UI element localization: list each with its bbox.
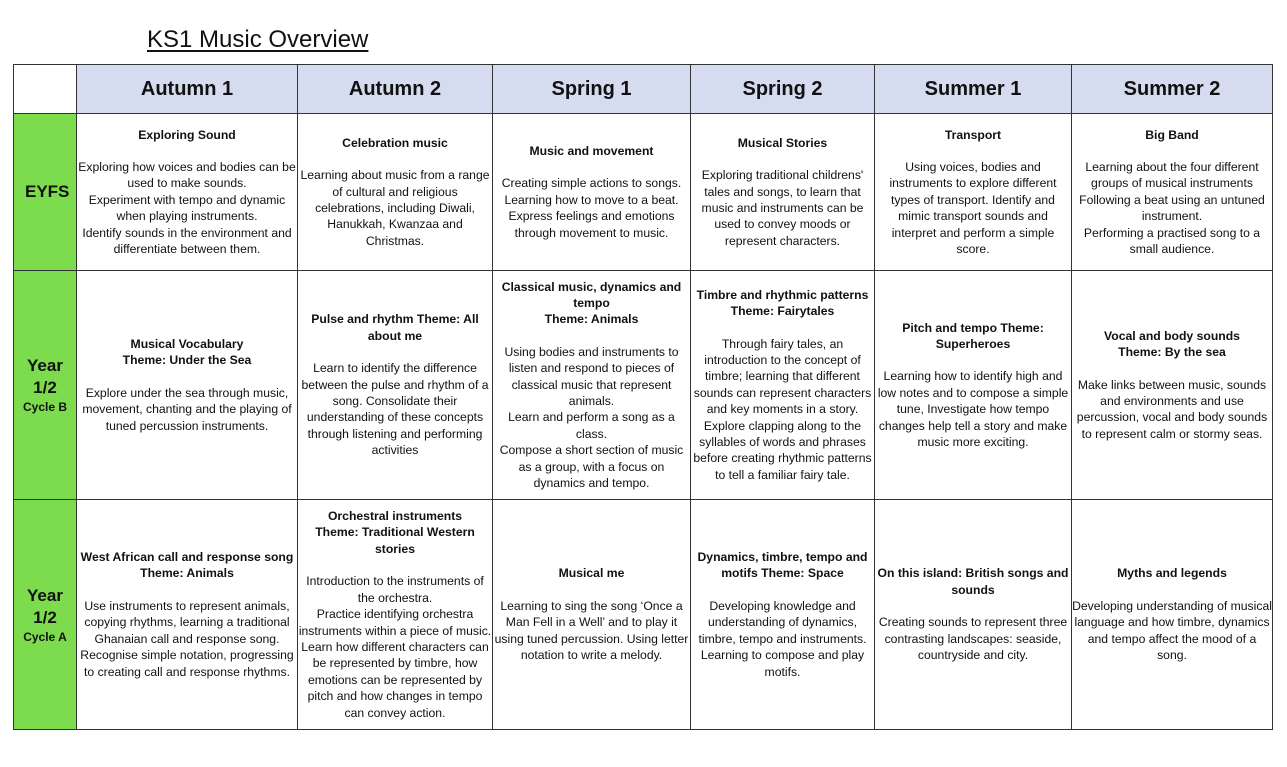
unit-title: Transport: [944, 127, 1002, 142]
unit-description: Creating sounds to represent three contrasting landscapes: seaside, countryside and city.: [878, 615, 1068, 663]
unit-description: Learning how to identify high and low notes and to compose a simple tune, Investigate how tempo changes help tell a story and make music more exciting.: [877, 369, 1069, 450]
unit-cell: [493, 271, 691, 500]
unit-description: Developing understanding of musical language and how timbre, dynamics and tempo affect the mood of a song.: [1072, 598, 1272, 663]
row-header: [14, 271, 77, 500]
unit-title: Pitch and tempo Theme: Superheroes: [902, 320, 1044, 351]
unit-description: Introduction to the instruments of the orchestra. Practice identifying orchestra instruments within a piece of music. Learn how different characters can be represented by timbre, how emotions can be represented by pitch and how changes in tempo can convey action.: [298, 574, 492, 720]
row-header: [14, 114, 77, 271]
unit-description: Learning to sing the song ‘Once a Man Fell in a Well’ and to play it using tuned percussion. Using letter notation to write a melody.: [494, 598, 689, 663]
unit-title: Timbre and rhythmic patterns Theme: Fairytales: [696, 287, 869, 319]
term-header-autumn-1: Autumn 1: [77, 65, 298, 114]
term-header-row: [14, 65, 1273, 114]
unit-title: Musical Stories: [737, 135, 828, 150]
term-header-summer-2: Summer 2: [1072, 65, 1273, 114]
unit-title: Myths and legends: [1117, 566, 1227, 581]
row-header: [14, 500, 77, 730]
unit-title: Vocal and body sounds Theme: By the sea: [1104, 328, 1240, 360]
page-title: KS1 Music Overview: [147, 26, 369, 53]
unit-cell: [875, 500, 1072, 730]
unit-description: Make links between music, sounds and environments and use percussion, vocal and body sounds to represent calm or stormy seas.: [1076, 377, 1268, 441]
unit-description: Creating simple actions to songs. Learning how to move to a beat. Express feelings and emotions through movement to music.: [501, 176, 682, 240]
row-header-sublabel: Cycle A: [23, 629, 67, 644]
unit-description: Use instruments to represent animals, copying rhythms, learning a traditional Ghanaian call and response song. Recognise simple notation, progressing to creating call and response rhythms.: [80, 598, 294, 679]
unit-title: Celebration music: [342, 135, 448, 150]
unit-cell: [1072, 114, 1273, 271]
unit-cell: [691, 500, 875, 730]
unit-title: Dynamics, timbre, tempo and motifs Theme: Space: [697, 550, 868, 581]
row-header-sublabel: Cycle B: [22, 400, 68, 414]
unit-title: Musical Vocabulary Theme: Under the Sea: [122, 336, 252, 368]
unit-title: Exploring Sound: [138, 127, 236, 142]
unit-title: Pulse and rhythm Theme: All about me: [311, 312, 479, 343]
table-row: [14, 500, 1273, 730]
unit-cell: [1072, 500, 1273, 730]
row-header-label: Year 1/2: [27, 585, 63, 627]
term-header-summer-1: Summer 1: [875, 65, 1072, 114]
table-row: [14, 114, 1273, 271]
unit-description: Through fairy tales, an introduction to the concept of timbre; learning that different sounds can represent characters and key moments in a story. Explore clapping along to the syllables of words and phrases before creating rhythmic patterns to tell a familiar fairy tale.: [693, 336, 872, 482]
unit-description: Exploring how voices and bodies can be used to make sounds. Experiment with tempo and dynamic when playing instruments. Identify sounds in the environment and differentiate between them.: [78, 159, 296, 257]
unit-description: Developing knowledge and understanding of dynamics, timbre, tempo and instruments. Learning to compose and play motifs.: [698, 598, 867, 679]
row-header-label: Year 1/2: [27, 356, 63, 397]
unit-title: Musical me: [558, 566, 625, 581]
unit-description: Learning about music from a range of cultural and religious celebrations, including Diwali, Hanukkah, Kwanzaa and Christmas.: [300, 168, 490, 248]
unit-cell: [493, 500, 691, 730]
unit-description: Learn to identify the difference between the pulse and rhythm of a song. Consolidate their understanding of these concepts through listening and performing activities: [301, 361, 489, 458]
unit-title: Music and movement: [529, 143, 654, 158]
term-header-autumn-2: Autumn 2: [298, 65, 493, 114]
unit-cell: [298, 500, 493, 730]
unit-cell: [77, 500, 298, 730]
unit-cell: [875, 271, 1072, 500]
unit-cell: [493, 114, 691, 271]
unit-cell: [298, 114, 493, 271]
unit-title: On this island: British songs and sounds: [877, 566, 1069, 597]
unit-description: Exploring traditional childrens' tales and songs, to learn that music and instruments can be used to convey moods or represent characters.: [701, 168, 864, 248]
unit-title: Big Band: [1145, 127, 1199, 142]
unit-title: Classical music, dynamics and tempo Theme: Animals: [501, 279, 682, 327]
unit-description: Using voices, bodies and instruments to explore different types of transport. Identify and mimic transport sounds and interpret and perform a simple score.: [889, 159, 1057, 257]
unit-cell: [77, 114, 298, 271]
unit-cell: [875, 114, 1072, 271]
term-header-spring-2: Spring 2: [691, 65, 875, 114]
music-overview-table: [13, 64, 1273, 730]
unit-title: West African call and response song Theme: Animals: [80, 550, 294, 581]
unit-cell: [298, 271, 493, 500]
unit-description: Using bodies and instruments to listen and respond to pieces of classical music that represent animals. Learn and perform a song as a class. Compose a short section of music as a group, with a focus on dynamics and tempo.: [499, 344, 684, 491]
unit-cell: [1072, 271, 1273, 500]
unit-description: Explore under the sea through music, movement, chanting and the playing of tuned percussion instruments.: [82, 385, 292, 433]
unit-cell: [77, 271, 298, 500]
unit-title: Orchestral instruments Theme: Traditional Western stories: [315, 509, 475, 556]
term-header-spring-1: Spring 1: [493, 65, 691, 114]
unit-cell: [691, 114, 875, 271]
table-row: [14, 271, 1273, 500]
unit-cell: [691, 271, 875, 500]
unit-description: Learning about the four different groups of musical instruments Following a beat using an untuned instrument. Performing a practised song to a small audience.: [1079, 159, 1265, 257]
row-header-label: EYFS: [25, 182, 70, 201]
corner-cell: [14, 65, 77, 114]
